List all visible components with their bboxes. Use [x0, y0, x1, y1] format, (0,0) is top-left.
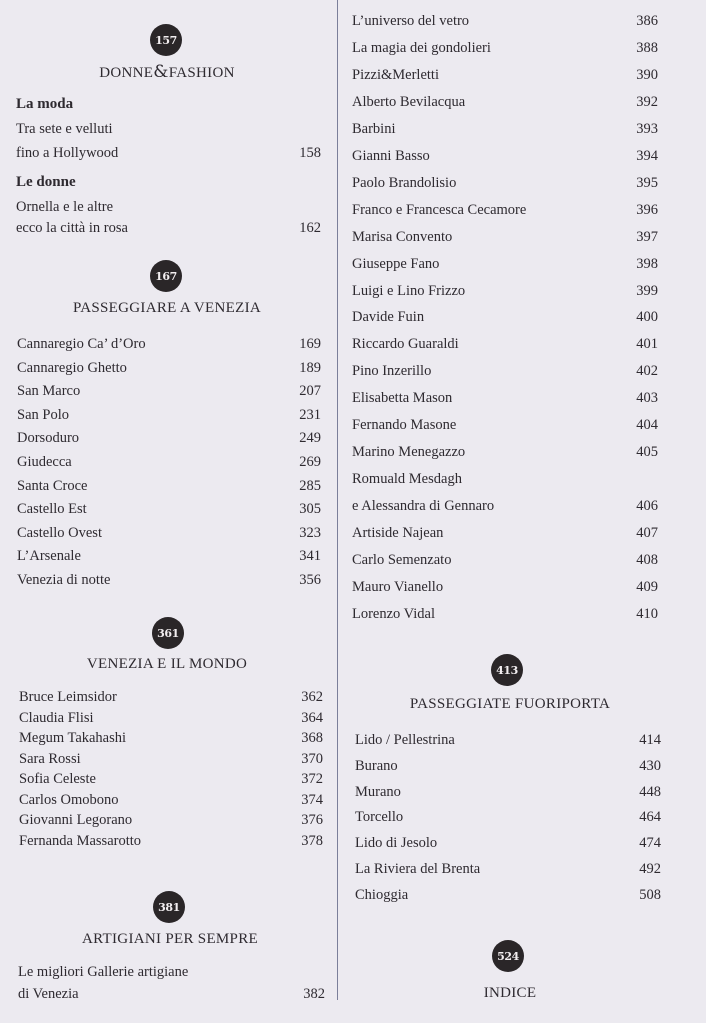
subheading-le-donne: Le donne: [16, 174, 76, 190]
section-title-donne-fashion: [17, 62, 317, 82]
entry-label: Elisabetta Mason: [352, 390, 453, 407]
entry-page: 398: [636, 255, 658, 272]
toc-entry[interactable]: [352, 525, 658, 547]
entry-label: L’universo del vetro: [352, 13, 470, 29]
entry-page: 364: [301, 709, 323, 726]
toc-entry[interactable]: [19, 730, 323, 752]
entry-label: Megum Takahashi: [19, 730, 127, 746]
entry-page: 382: [303, 986, 325, 1002]
entry-label: Chioggia: [355, 886, 409, 903]
entry-page: 408: [636, 552, 658, 568]
title-part-donne: DONNE: [99, 65, 154, 81]
entry-page: 410: [636, 605, 658, 622]
section-title-passeggiare: PASSEGGIARE A VENEZIA: [73, 300, 261, 316]
entry-page: 402: [636, 363, 658, 380]
entry-label: Burano: [355, 757, 398, 774]
entry-page: 378: [301, 832, 323, 849]
toc-entry[interactable]: [352, 390, 658, 412]
section-badge-artigiani: 381: [153, 891, 185, 923]
toc-entry[interactable]: [17, 501, 321, 523]
toc-entry[interactable]: [17, 478, 321, 500]
entry-label: Giuseppe Fano: [352, 255, 440, 272]
subheading-la-moda: La moda: [16, 96, 74, 112]
entry-label: Mauro Vianello: [352, 578, 444, 595]
toc-entry[interactable]: [17, 383, 321, 405]
entry-label: Riccardo Guaraldi: [352, 336, 459, 353]
entry-label: Paolo Brandolisio: [352, 174, 457, 191]
toc-entry[interactable]: [17, 360, 321, 382]
entry-page: 362: [301, 689, 323, 705]
entry-page: 396: [636, 201, 658, 218]
toc-entry[interactable]: [352, 336, 658, 358]
entry-page: 323: [299, 524, 321, 541]
toc-entry[interactable]: [19, 751, 323, 773]
entry-page: 448: [639, 783, 661, 800]
section-title-fuoriporta: PASSEGGIATE FUORIPORTA: [409, 696, 611, 712]
toc-entry[interactable]: [352, 229, 658, 251]
entry-label: Castello Est: [17, 501, 87, 518]
entry-label: Franco e Francesca Cecamore: [352, 201, 527, 218]
entry-label: Cannaregio Ghetto: [17, 359, 127, 376]
toc-entry[interactable]: [17, 407, 321, 429]
section-title-artigiani: ARTIGIANI PER SEMPRE: [82, 931, 258, 947]
entry-page: 341: [299, 548, 321, 565]
entry-label: Bruce Leimsidor: [19, 689, 117, 705]
section-badge-passeggiare: 167: [150, 260, 182, 292]
toc-entry[interactable]: [352, 498, 658, 520]
entry-label: Pizzi&Merletti: [352, 66, 439, 83]
entry-page: 376: [301, 812, 323, 828]
toc-entry[interactable]: [352, 309, 658, 331]
toc-entry[interactable]: [355, 835, 661, 857]
entry-page: 395: [636, 174, 658, 191]
entry-label: Giovanni Legorano: [19, 812, 133, 828]
toc-entry[interactable]: [352, 202, 658, 224]
toc-entry[interactable]: [355, 758, 661, 780]
entry-label: Dorsoduro: [17, 430, 80, 447]
entry-page: 406: [636, 498, 658, 515]
toc-entry[interactable]: [17, 525, 321, 547]
toc-entry[interactable]: [19, 710, 323, 732]
toc-entry[interactable]: [352, 606, 658, 628]
toc-entry[interactable]: [352, 283, 658, 305]
entry-label: Alberto Bevilacqua: [352, 93, 466, 110]
toc-entry[interactable]: [17, 454, 321, 476]
toc-entry[interactable]: [352, 552, 658, 574]
toc-entry[interactable]: [19, 689, 323, 711]
toc-entry[interactable]: [19, 792, 323, 814]
entry-label: Lido / Pellestrina: [355, 732, 455, 748]
entry-moda-line1: Tra sete e velluti: [16, 121, 113, 137]
entry-gallerie-line1: Le migliori Gallerie artigiane: [18, 964, 189, 980]
toc-entry[interactable]: [19, 833, 323, 855]
entry-donne[interactable]: [16, 220, 321, 242]
entry-page: 390: [636, 66, 658, 83]
entry-label: Artiside Najean: [352, 525, 444, 542]
entry-page: 386: [636, 13, 658, 29]
entry-label: Sofia Celeste: [19, 771, 96, 787]
toc-entry[interactable]: [19, 771, 323, 793]
toc-entry[interactable]: [17, 572, 321, 594]
entry-page: 430: [639, 757, 661, 774]
entry-label: Murano: [355, 783, 401, 800]
section-badge-mondo: 361: [152, 617, 184, 649]
entry-label: Torcello: [355, 809, 404, 826]
entry-page: 414: [639, 732, 661, 748]
entry-page: 393: [636, 120, 658, 137]
entry-label: Barbini: [352, 120, 396, 137]
entry-page: 404: [636, 417, 658, 434]
toc-entry[interactable]: [352, 121, 658, 143]
toc-entry[interactable]: [352, 444, 658, 466]
entry-page: 285: [299, 477, 321, 494]
entry-page: 399: [636, 282, 658, 299]
entry-label: Carlo Semenzato: [352, 552, 452, 568]
entry-label: Marisa Convento: [352, 228, 453, 245]
entry-page: 207: [299, 383, 321, 400]
toc-entry[interactable]: [17, 548, 321, 570]
toc-entry[interactable]: [17, 336, 321, 358]
entry-label: Cannaregio Ca’ d’Oro: [17, 336, 146, 352]
toc-entry[interactable]: [352, 67, 658, 89]
entry-label: Carlos Omobono: [19, 791, 119, 808]
entry-label: Lido di Jesolo: [355, 835, 438, 852]
entry-page: 405: [636, 444, 658, 461]
entry-label: e Alessandra di Gennaro: [352, 498, 495, 515]
entry-label: Davide Fuin: [352, 309, 425, 326]
toc-entry[interactable]: [17, 430, 321, 452]
entry-label: San Marco: [17, 383, 81, 400]
toc-entry[interactable]: [352, 94, 658, 116]
title-part-fashion: FASHION: [168, 65, 235, 81]
entry-label: Luigi e Lino Frizzo: [352, 282, 466, 299]
entry-page: 492: [639, 861, 661, 877]
entry-page: 162: [299, 220, 321, 236]
entry-label: Sara Rossi: [19, 750, 81, 767]
section-title-indice: INDICE: [483, 985, 537, 1001]
entry-page: 474: [639, 835, 661, 852]
entry-label: Castello Ovest: [17, 524, 102, 541]
entry-label: Lorenzo Vidal: [352, 605, 436, 622]
entry-page: 305: [299, 501, 321, 518]
entry-page: 356: [299, 572, 321, 588]
toc-entry[interactable]: [352, 417, 658, 439]
entry-label: fino a Hollywood: [16, 145, 119, 161]
entry-label: Claudia Flisi: [19, 709, 94, 726]
toc-entry[interactable]: [352, 471, 658, 493]
entry-page: 388: [636, 39, 658, 56]
toc-entry[interactable]: [352, 13, 658, 35]
entry-page: 392: [636, 93, 658, 110]
entry-donne-line1: Ornella e le altre: [16, 199, 114, 215]
entry-label: San Polo: [17, 406, 69, 423]
entry-page: 169: [299, 336, 321, 352]
toc-entry[interactable]: [352, 148, 658, 170]
entry-label: di Venezia: [18, 986, 79, 1002]
entry-page: 394: [636, 147, 658, 164]
toc-entry[interactable]: [352, 40, 658, 62]
toc-entry[interactable]: [355, 887, 661, 909]
entry-label: Fernando Masone: [352, 417, 457, 434]
toc-entry[interactable]: [19, 812, 323, 834]
toc-entry[interactable]: [355, 809, 661, 831]
entry-page: 508: [639, 886, 661, 903]
entry-label: Fernanda Massarotto: [19, 832, 142, 849]
section-title-venezia-mondo: VENEZIA E IL MONDO: [86, 656, 248, 672]
section-badge-donne: 157: [150, 24, 182, 56]
entry-label: Gianni Basso: [352, 147, 430, 164]
entry-label: Marino Menegazzo: [352, 444, 466, 461]
entry-page: 189: [299, 359, 321, 376]
entry-label: La Riviera del Brenta: [355, 861, 481, 877]
entry-page: 403: [636, 390, 658, 407]
entry-page: 231: [299, 406, 321, 423]
entry-page: 464: [639, 809, 661, 826]
entry-page: 397: [636, 228, 658, 245]
entry-page: 409: [636, 578, 658, 595]
entry-page: 400: [636, 309, 658, 326]
entry-page: 401: [636, 336, 658, 353]
entry-page: 249: [299, 430, 321, 447]
section-badge-fuoriporta: 413: [491, 654, 523, 686]
entry-page: 407: [636, 525, 658, 542]
entry-gallerie[interactable]: [18, 986, 325, 1008]
entry-label: Pino Inzerillo: [352, 363, 432, 380]
title-ampersand: &: [153, 62, 169, 82]
entry-page: 372: [301, 771, 323, 787]
entry-label: L’Arsenale: [17, 548, 81, 565]
entry-label: Giudecca: [17, 454, 72, 470]
toc-entry[interactable]: [355, 732, 661, 754]
entry-label: Santa Croce: [17, 477, 88, 494]
section-badge-indice: 524: [492, 940, 524, 972]
toc-entry[interactable]: [352, 175, 658, 197]
entry-page: 158: [299, 145, 321, 161]
entry-page: 374: [301, 791, 323, 808]
entry-page: 269: [299, 454, 321, 470]
entry-page: 368: [301, 730, 323, 746]
toc-entry[interactable]: [352, 579, 658, 601]
entry-label: ecco la città in rosa: [16, 220, 128, 236]
entry-moda[interactable]: [16, 145, 321, 167]
entry-page: 370: [301, 750, 323, 767]
toc-entry[interactable]: [355, 861, 661, 883]
entry-label: Romuald Mesdagh: [352, 471, 462, 488]
toc-entry[interactable]: [355, 784, 661, 806]
entry-label: Venezia di notte: [17, 572, 111, 588]
toc-entry[interactable]: [352, 256, 658, 278]
column-divider: [337, 0, 338, 1000]
entry-label: La magia dei gondolieri: [352, 39, 491, 56]
toc-entry[interactable]: [352, 363, 658, 385]
